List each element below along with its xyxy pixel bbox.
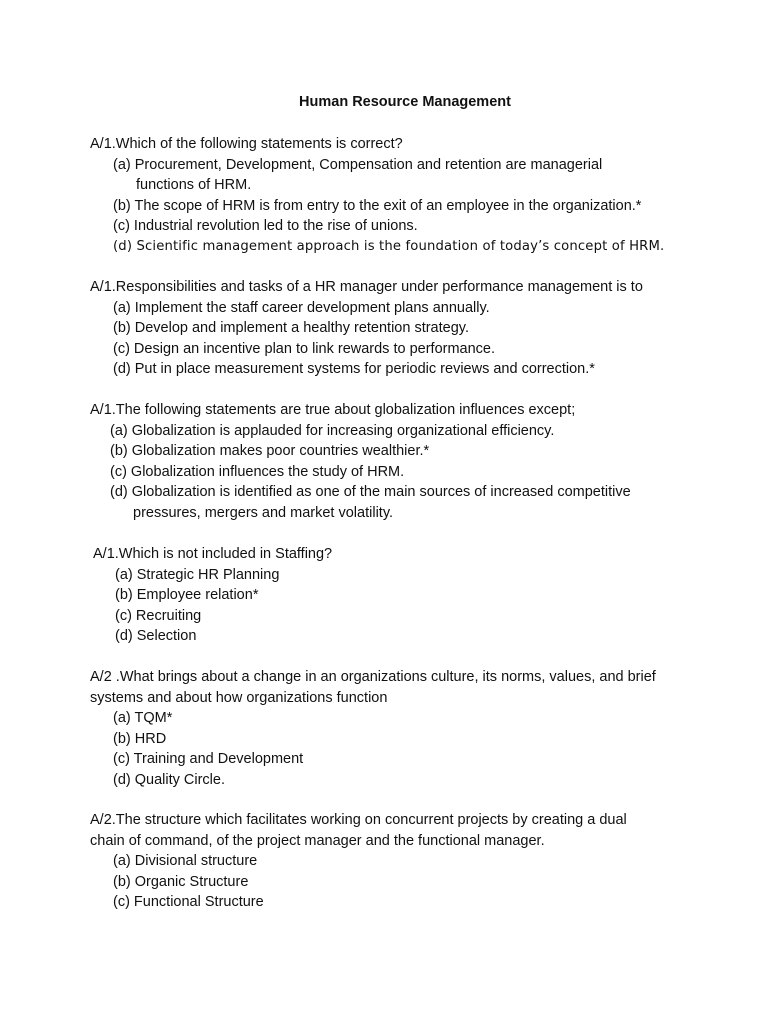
question-text: A/1.The following statements are true about globalization influences except; <box>90 402 576 418</box>
option-b: (b) Organic Structure <box>113 873 249 890</box>
option-c: (c) Functional Structure <box>113 894 264 910</box>
option-d: (d) Selection <box>115 628 197 644</box>
page-title: Human Resource Management <box>299 94 511 110</box>
option-d: (d) Scientific management approach is the foundation of today’s concept of HRM. <box>113 238 665 254</box>
option-d: (d) Put in place measurement systems for periodic reviews and correction.* <box>113 361 595 377</box>
question-1 <box>90 134 664 257</box>
option-c: (c) Recruiting <box>115 607 202 624</box>
option-a: (a) Divisional structure <box>113 853 258 869</box>
question-text: A/2.The structure which facilitates working on concurrent projects by creating a dual chain of command, of the project manager and the functional manager. <box>90 812 627 849</box>
question-text: A/1.Responsibilities and tasks of a HR manager under performance management is to <box>90 279 643 295</box>
option-c: (c) Globalization influences the study of HRM. <box>110 463 405 480</box>
option-c: (c) Industrial revolution led to the rise of unions. <box>113 218 418 234</box>
option-b: (b) Globalization makes poor countries wealthier.* <box>110 443 430 459</box>
question-2 <box>90 277 643 380</box>
question-text: A/1.Which of the following statements is correct? <box>90 136 403 152</box>
option-a: (a) Globalization is applauded for increasing organizational efficiency. <box>110 422 555 439</box>
option-b: (b) Develop and implement a healthy retention strategy. <box>113 320 469 336</box>
option-c: (c) Design an incentive plan to link rewards to performance. <box>113 340 496 357</box>
option-b: (b) HRD <box>113 730 167 747</box>
option-b: (b) Employee relation* <box>115 587 259 603</box>
option-a: (a) Implement the staff career development plans annually. <box>113 299 490 316</box>
option-d: (d) Globalization is identified as one of the main sources of increased competitive pressures, mergers and market volatility. <box>110 484 631 521</box>
question-6 <box>90 810 665 913</box>
question-text: A/1.Which is not included in Staffing? <box>93 546 333 562</box>
option-a: (a) TQM* <box>113 710 173 726</box>
option-d: (d) Quality Circle. <box>113 771 225 788</box>
question-3 <box>90 400 653 523</box>
option-a: (a) Strategic HR Planning <box>115 566 280 583</box>
question-5 <box>90 667 665 790</box>
question-4 <box>93 544 332 647</box>
option-b: (b) The scope of HRM is from entry to the exit of an employee in the organization.* <box>113 197 642 214</box>
question-text: A/2 .What brings about a change in an organizations culture, its norms, values, and brief systems and about how organizations function <box>90 669 656 706</box>
option-a: (a) Procurement, Development, Compensation and retention are managerial functions of HRM. <box>113 156 603 193</box>
option-c: (c) Training and Development <box>113 751 304 767</box>
